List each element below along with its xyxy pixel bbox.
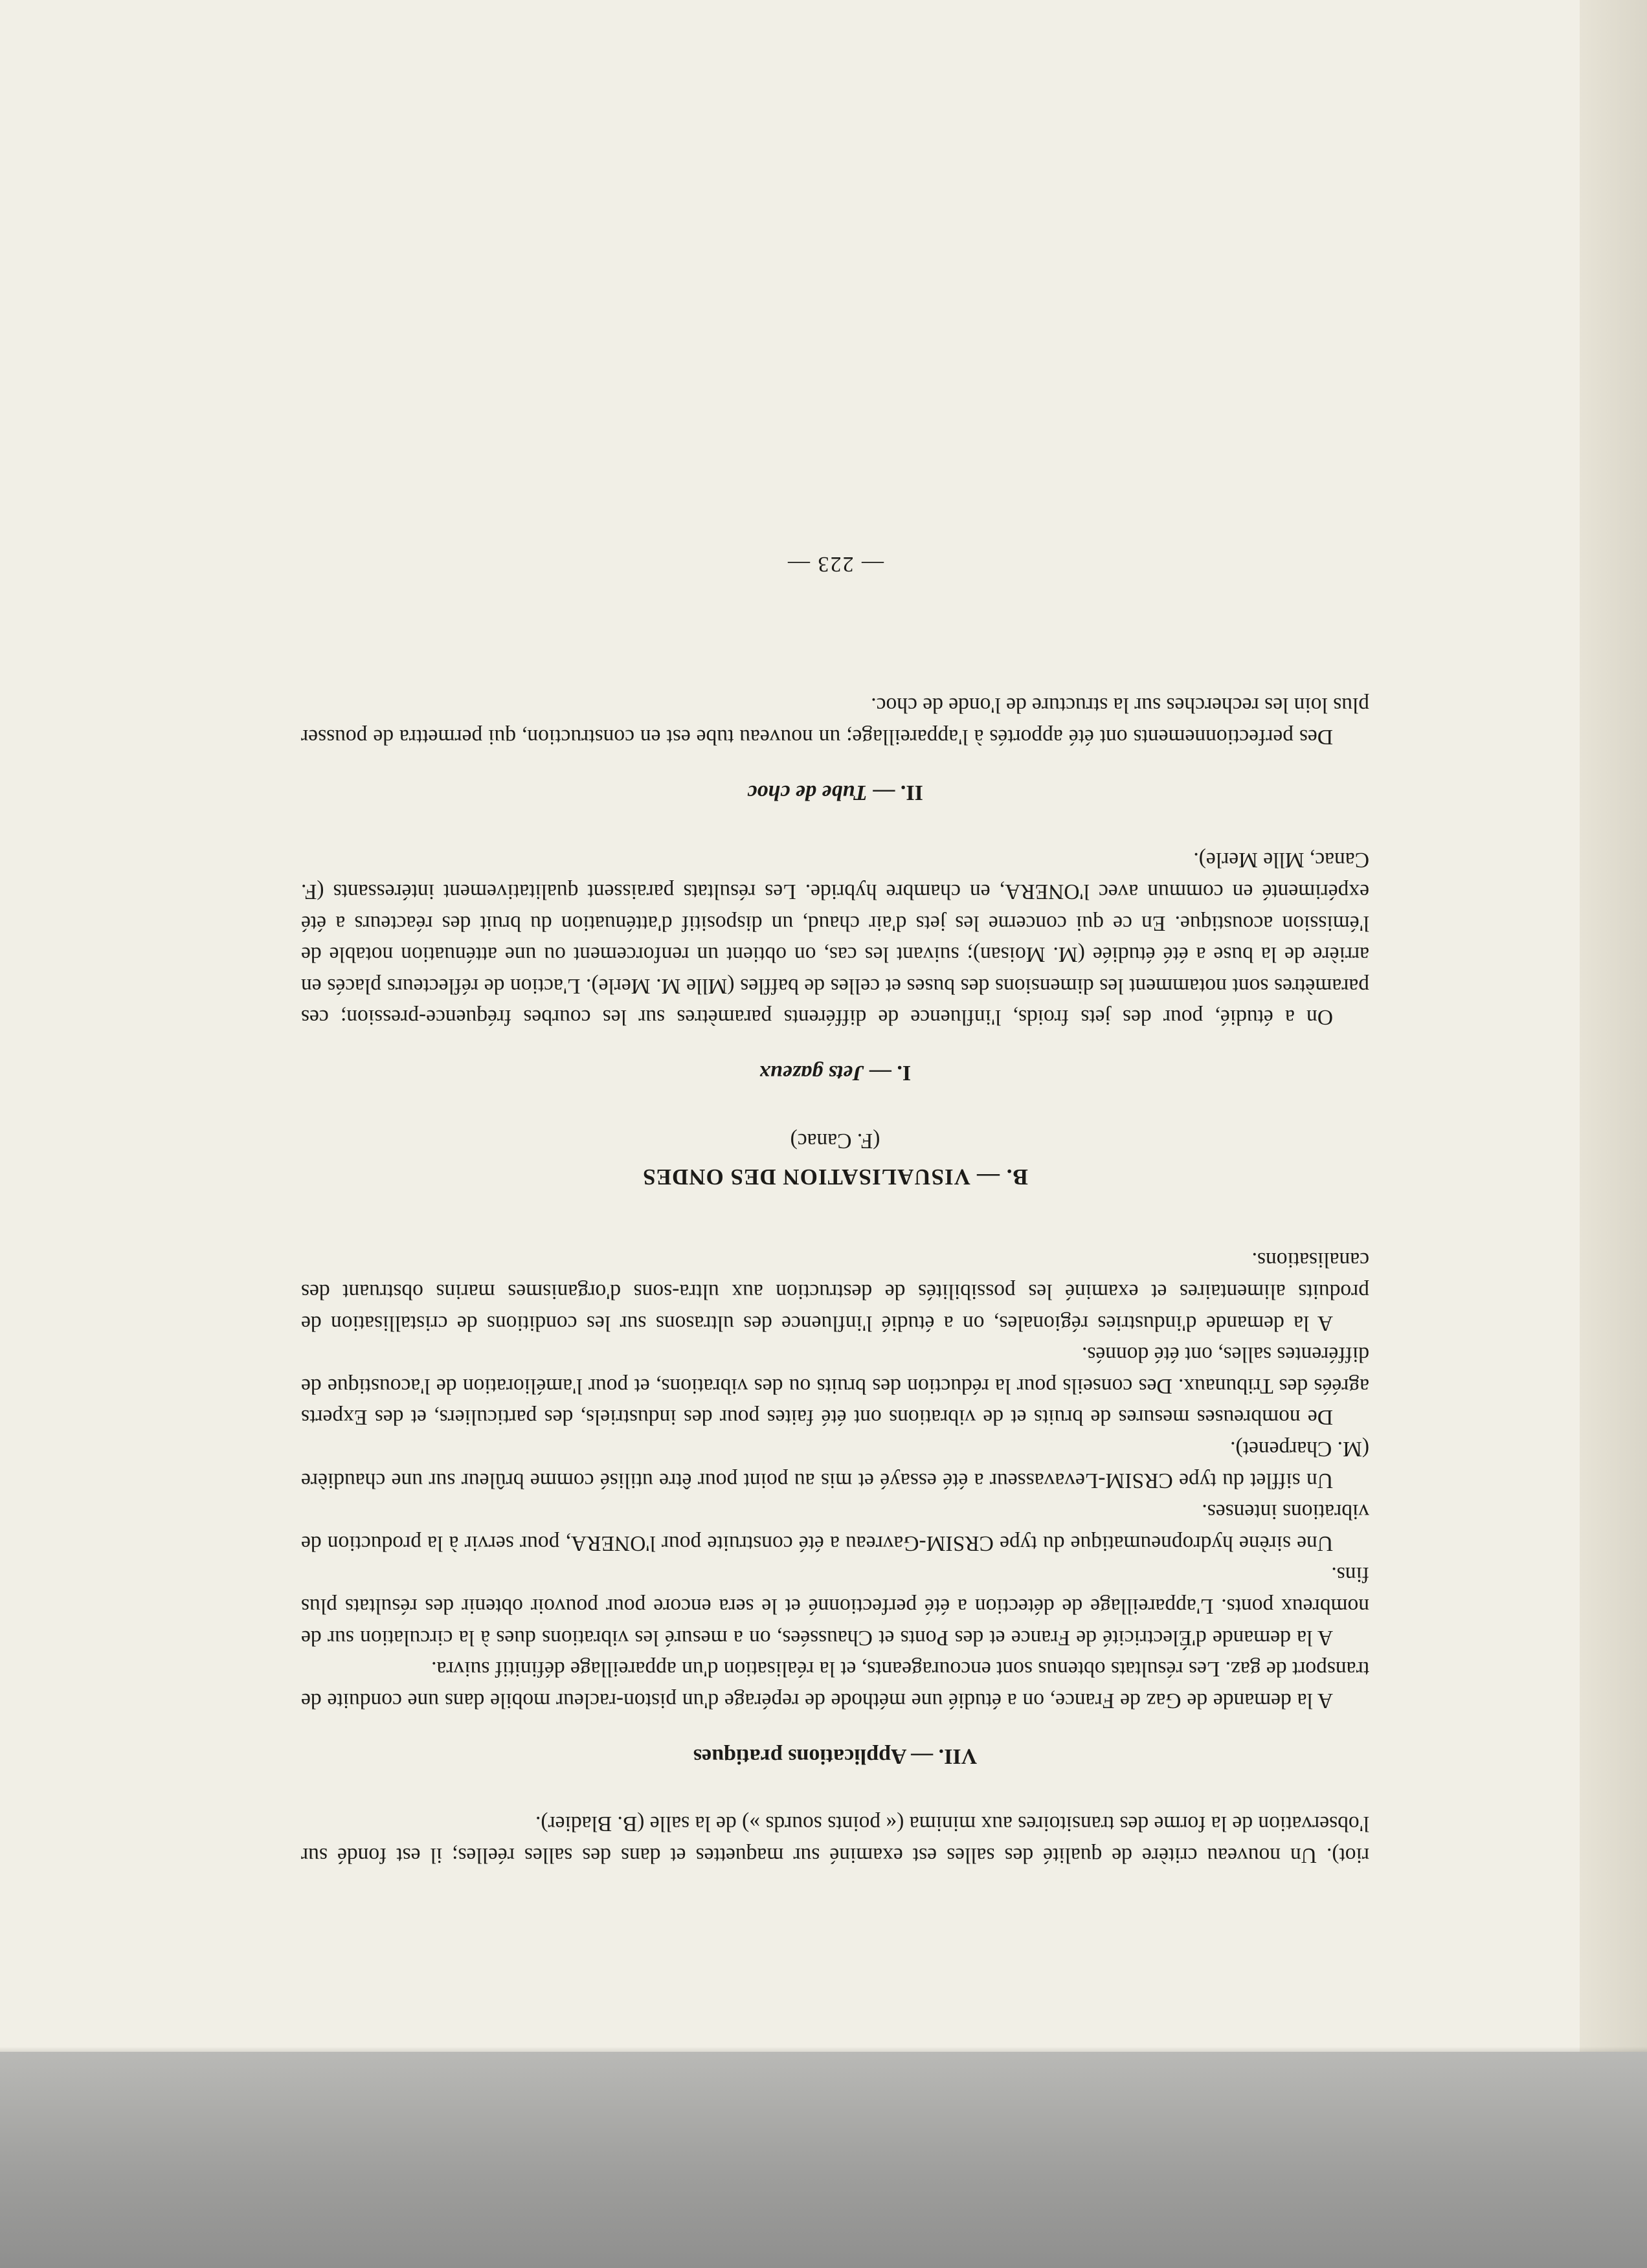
page-edge-shadow bbox=[1580, 0, 1647, 2052]
section-heading-b: B. — VISUALISATION DES ONDES bbox=[642, 1164, 1028, 1190]
paragraph-sirene: Une sirène hydropneumatique du type CRSIM-Gavreau a été construite pour l'ONERA, pour servir à la production de vibrations intenses. bbox=[301, 1500, 1369, 1555]
section-heading-vii: VII. — Applications pratiques bbox=[693, 1744, 978, 1768]
section-byline: (F. Canac) bbox=[790, 1128, 880, 1153]
paragraph-sifflet: Un sifflet du type CRSIM-Levavasseur a été essayé et mis au point pour être utilisé comme brûleur sur une chaudière (M. Charpenet). bbox=[301, 1437, 1369, 1493]
paragraph-gaz-de-france: A la demande de Gaz de France, on a étudié une méthode de repérage d'un piston-racleur mobile dans une conduite de transport de gaz. Les résultats obtenus sont encourageants, et la réalisation d'un appareillage définitif suivra. bbox=[301, 1657, 1369, 1713]
section-heading-i bbox=[301, 1057, 1369, 1088]
paragraph-ultrasons: A la demande d'industries régionales, on a étudié l'influence des ultrasons sur les conditions de cristallisation de produits alimentaires et examiné les possibilités de destruction aux ultra-sons d'organismes marins obstruant des canalisations. bbox=[301, 1248, 1369, 1335]
heading-title: Tube de choc bbox=[747, 780, 868, 805]
heading-title: Jets gazeux bbox=[759, 1061, 864, 1085]
section-heading-ii bbox=[301, 777, 1369, 808]
heading-numeral: II. — bbox=[873, 780, 923, 805]
scanner-background bbox=[0, 2052, 1647, 2268]
paragraph-tube-de-choc: Des perfectionnements ont été apportés à l'appareillage; un nouveau tube est en construction, qui permettra de pousser plus loin les recherches sur la structure de l'onde de choc. bbox=[301, 693, 1369, 749]
printed-page bbox=[301, 214, 1369, 1871]
paragraph-ponts: A la demande d'Électricité de France et des Ponts et Chaussées, on a mesuré les vibrations dues à la circulation sur de nombreux ponts. L'appareillage de détection a été perfectionné et le sera encore pour pouvoir obtenir des résultats plus fins. bbox=[301, 1562, 1369, 1650]
paragraph-jets-gazeux: On a étudié, pour des jets froids, l'influence de différents paramètres sur les courbes fréquence-pression; ces paramètres sont notamment les dimensions des buses et celles de baffles (Mlle M. Merle). L'action de réflecteurs placés en arrière de la buse a été étudiée (M. Moisan); suivant les cas, on obtient un renforcement ou une atténuation notable de l'émission acoustique. En ce qui concerne les jets d'air chaud, un dispositif d'atténuation du bruit des réacteurs a été expérimenté en commun avec l'ONERA, en chambre hybride. Les résultats paraissent qualitativement intéressants (F. Canac, Mlle Merle). bbox=[301, 848, 1369, 1030]
page-number: — 223 — bbox=[787, 551, 884, 576]
heading-numeral: I. — bbox=[869, 1061, 912, 1085]
paragraph-mesures: De nombreuses mesures de bruits et de vibrations ont été faites pour des industriels, des particuliers, et des Experts agréés des Tribunaux. Des conseils pour la réduction des bruits ou des vibrations, et pour l'amélioration de l'acoustique de différentes salles, ont été donnés. bbox=[301, 1342, 1369, 1430]
carryover-paragraph: riot). Un nouveau critère de qualité des salles est examiné sur maquettes et dans des salles réelles; il est fondé sur l'observation de la forme des transitoires aux minima (« points sourds ») de la salle (B. Bladier). bbox=[301, 1812, 1369, 1867]
